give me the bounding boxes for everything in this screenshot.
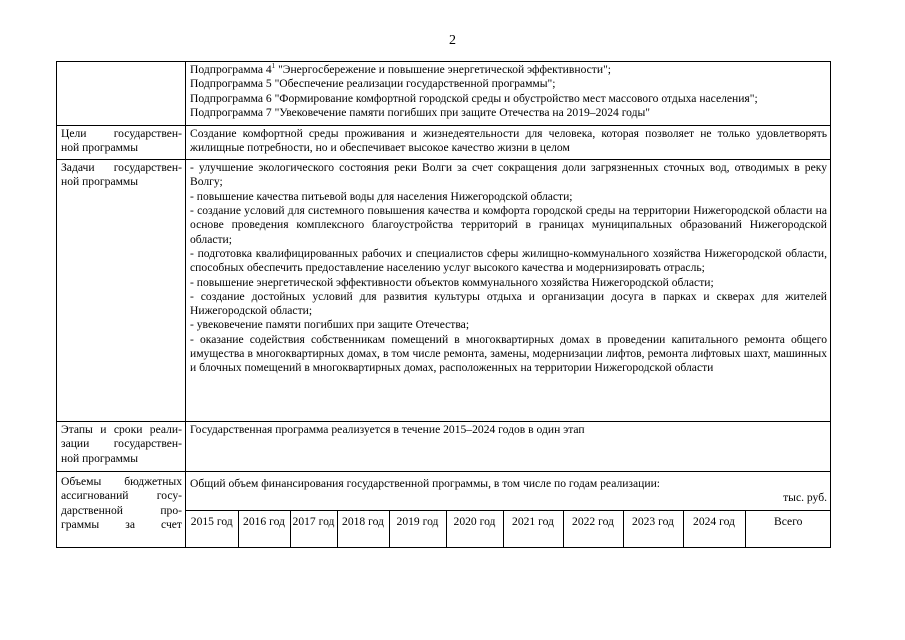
funding-row bbox=[57, 472, 831, 548]
task-item: - создание условий для системного повышения качества и комфорта городской среды на территории Нижегородской области на основе проведения комплексного благоустройства территорий в границах муниципальных образований Нижегородской области; bbox=[190, 204, 827, 246]
goals-label bbox=[57, 126, 186, 160]
total-column-header: Всего bbox=[745, 510, 831, 547]
funding-years-header bbox=[186, 510, 831, 547]
year-column-header: 2020 год bbox=[446, 510, 503, 547]
task-item: - создание достойных условий для развития культуры отдыха и организации досуга в парках и скверах для жителей Нижегородской области; bbox=[190, 289, 827, 318]
stages-label-line-1: Этапы и сроки реали- bbox=[61, 423, 182, 437]
task-item: - повышение качества питьевой воды для населения Нижегородской области; bbox=[190, 189, 573, 203]
page-number: 2 bbox=[449, 33, 456, 48]
funding-intro: Общий объем финансирования государственной программы, в том числе по годам реализации: bbox=[190, 477, 660, 491]
year-column-header: 2019 год bbox=[389, 510, 446, 547]
stages-label-line-2: зации государствен- bbox=[61, 437, 182, 451]
subprograms-label-cell bbox=[57, 62, 186, 126]
program-passport-table bbox=[56, 61, 831, 548]
year-column-header: 2017 год bbox=[290, 510, 337, 547]
funding-label-line-1: Объемы бюджетных bbox=[61, 475, 182, 489]
subprogram-7: Подпрограмма 7 "Увековечение памяти погибших при защите Отечества на 2019–2024 годы" bbox=[190, 105, 651, 119]
tasks-label-line-2: ной программы bbox=[61, 175, 139, 189]
stages-text: Государственная программа реализуется в течение 2015–2024 годов в один этап bbox=[186, 422, 831, 472]
funding-unit: тыс. руб. bbox=[783, 491, 827, 505]
task-item: - повышение энергетической эффективности объектов коммунального хозяйства Нижегородской области; bbox=[190, 275, 714, 289]
year-column-header: 2024 год bbox=[683, 510, 745, 547]
goals-label-line-2: ной программы bbox=[61, 141, 139, 155]
funding-label-line-3: дарственной про- bbox=[61, 503, 182, 517]
tasks-list bbox=[186, 160, 831, 422]
task-item: - оказание содействия собственникам помещений в многоквартирных домах в проведении капитального ремонта общего имущества в многоквартирных домах, в том числе ремонта, замены, модернизации лифтов, ремонта лифтовых шахт, машинных и блочных помещений в многоквартирных домах, расположенных на территории Нижегородской области bbox=[190, 332, 827, 375]
subprogram-4 bbox=[190, 63, 827, 77]
funding-label-line-4: граммы за счет bbox=[61, 518, 182, 532]
funding-label bbox=[57, 472, 186, 548]
goals-row bbox=[57, 126, 831, 160]
year-column-header: 2018 год bbox=[337, 510, 389, 547]
tasks-row bbox=[57, 160, 831, 422]
footnote-marker: 1 bbox=[271, 62, 276, 71]
task-item: - подготовка квалифицированных рабочих и специалистов сферы жилищно-коммунального хозяйства Нижегородской области, способных обеспечить предоставление населению услуг высокого качества и модернизировать отрасль; bbox=[190, 246, 827, 275]
goals-text: Создание комфортной среды проживания и жизнедеятельности для человека, которая позволяет не только удовлетворять жилищные потребности, но и обеспечивает высокое качество жизни в целом bbox=[186, 126, 831, 160]
year-column-header: 2022 год bbox=[563, 510, 623, 547]
subprograms-list bbox=[186, 62, 831, 126]
funding-label-line-2: ассигнований госу- bbox=[61, 489, 182, 503]
year-column-header: 2016 год bbox=[238, 510, 290, 547]
year-column-header: 2023 год bbox=[623, 510, 683, 547]
goals-label-line-1: Цели государствен- bbox=[61, 127, 182, 141]
year-column-header: 2015 год bbox=[186, 510, 238, 547]
subprogram-4-title: Подпрограмма 4 bbox=[190, 63, 272, 76]
subprograms-row bbox=[57, 62, 831, 126]
tasks-label-line-1: Задачи государствен- bbox=[61, 161, 182, 175]
subprogram-5: Подпрограмма 5 "Обеспечение реализации государственной программы"; bbox=[190, 77, 556, 91]
stages-label-line-3: ной программы bbox=[61, 451, 139, 465]
subprogram-6: Подпрограмма 6 "Формирование комфортной городской среды и обустройство мест массового отдыха населения"; bbox=[190, 91, 758, 105]
funding-years-table bbox=[186, 510, 831, 547]
subprogram-4-name: "Энергосбережение и повышение энергетической эффективности"; bbox=[275, 63, 612, 76]
stages-label bbox=[57, 422, 186, 472]
task-item: - увековечение памяти погибших при защите Отечества; bbox=[190, 318, 470, 332]
funding-content bbox=[186, 472, 831, 548]
task-item: - улучшение экологического состояния реки Волги за счет сокращения доли загрязненных сточных вод, отводимых в реку Волгу; bbox=[190, 161, 827, 189]
stages-row bbox=[57, 422, 831, 472]
year-column-header: 2021 год bbox=[503, 510, 563, 547]
tasks-label bbox=[57, 160, 186, 422]
